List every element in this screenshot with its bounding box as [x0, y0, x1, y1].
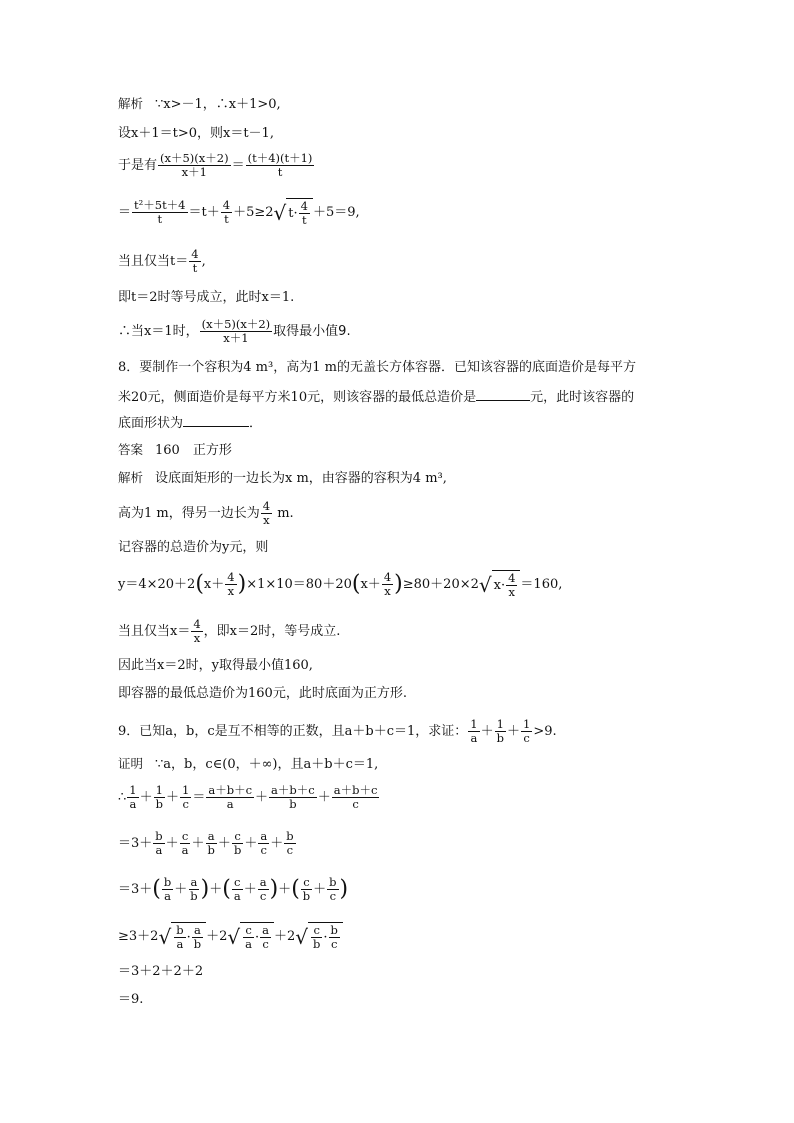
solution7-line2: 设x＋1＝t>0，则x＝t－1,: [118, 126, 274, 141]
answer-value: 160 正方形: [155, 443, 232, 458]
fraction: $\frac{\text{t²＋5t＋4}}{t}$: [134, 198, 186, 226]
problem9-proof-line5: ≥3＋2 √ $\frac{b}{a}$ · $\frac{a}{b}$ ＋2 √ $\frac{c}{a}$ · $\frac{a}{c}$ ＋2 √ $\frac{c}{b}$ · $\frac{b}{c}$: [118, 922, 343, 951]
square-root: √ $\frac{b}{a}$ · $\frac{a}{b}$: [158, 922, 206, 951]
problem9-proof-line1: 证明 ∵a，b，c∈(0，＋∞)，且a＋b＋c＝1,: [118, 756, 379, 772]
problem8-analysis-line1: 解析 设底面矩形的一边长为x m，由容器的容积为4 m³,: [118, 470, 447, 486]
answer-label: 答案: [118, 442, 144, 457]
fraction: $\frac{1}{c}$: [522, 717, 531, 745]
solution7-line1: 解析 ∵x>－1，∴x＋1>0,: [118, 96, 281, 112]
fraction: $\frac{(x+5)(x+2)}{x+1}$: [160, 151, 229, 179]
problem8-analysis-line2: 高为1 m，得另一边长为 $\frac{4}{x}$ m.: [118, 499, 294, 527]
problem9-proof-line3: ＝3＋ $\frac{b}{a}$ ＋ $\frac{c}{a}$ ＋ $\frac{a}{b}$ ＋ $\frac{c}{b}$ ＋ $\frac{a}{c}$ ＋ $\frac{b}{c}$: [118, 829, 294, 857]
problem9-proof-line6: ＝3＋2＋2＋2: [118, 964, 204, 979]
fraction: $\frac{4}{t}$: [222, 198, 231, 226]
fraction: $\frac{1}{b}$: [496, 717, 504, 745]
problem8-analysis-line5: 当且仅当x＝ $\frac{4}{x}$ ，即x＝2时，等号成立.: [118, 617, 341, 645]
problem9-proof-line4: ＝3＋( $\frac{b}{a}$ ＋ $\frac{a}{b}$ )＋( $\frac{c}{a}$ ＋ $\frac{a}{c}$ )＋( $\frac{c}{b}$ ＋ $\frac{b}{c}$ ): [118, 875, 349, 903]
analysis-label: 解析: [118, 470, 144, 485]
fraction: $\frac{4}{x}$: [227, 570, 235, 598]
analysis-label: 解析: [118, 96, 144, 111]
problem8-answer: [118, 440, 232, 461]
solution7-line6: 即t＝2时等号成立，此时x＝1.: [118, 290, 295, 305]
solution7-line3: 于是有 $\frac{(x+5)(x+2)}{x+1}$ ＝ $\frac{(t+4)(t+1)}{t}$: [118, 151, 313, 179]
problem9-proof-line2: ∴ $\frac{1}{a}$ ＋ $\frac{1}{b}$ ＋ $\frac{1}{c}$ ＝ $\frac{a+b+c}{a}$ ＋ $\frac{a+b+c}{b}$ ＋ $\frac{a+b+c}{c}$: [118, 783, 378, 811]
solution7-line5: 当且仅当t＝ $\frac{4}{t}$ ,: [118, 247, 206, 275]
problem9-proof-line7: ＝9.: [118, 992, 144, 1007]
square-root: √ t· $\frac{4}{t}$: [274, 198, 313, 227]
fraction: $\frac{(x+5)(x+2)}{x+1}$: [201, 317, 271, 345]
square-root: √ x· $\frac{4}{x}$: [479, 570, 521, 599]
fraction: $\frac{4}{x}$: [383, 570, 392, 598]
fraction: $\frac{4}{t}$: [191, 247, 199, 275]
fraction: $\frac{(t+4)(t+1)}{t}$: [247, 151, 313, 179]
solution7-line4: ＝ $\frac{\text{t²＋5t＋4}}{t}$ ＝t＋ $\frac{4}{t}$ ＋5≥2 √ t· $\frac{4}{t}$ ＋5＝9,: [118, 198, 360, 227]
problem8-analysis-line7: 即容器的最低总造价为160元，此时底面为正方形.: [118, 686, 407, 701]
square-root: √ $\frac{c}{b}$ · $\frac{b}{c}$: [295, 922, 343, 951]
problem8-analysis-line6: 因此当x＝2时，y取得最小值160,: [118, 658, 313, 673]
problem8-line3: 底面形状为 ．: [118, 412, 262, 434]
fraction: $\frac{4}{x}$: [262, 499, 271, 527]
problem9-statement: 9．已知a，b，c是互不相等的正数，且a＋b＋c＝1，求证： $\frac{1}{a}$ ＋ $\frac{1}{b}$ ＋ $\frac{1}{c}$ >9.: [118, 717, 557, 745]
problem8-line2: 米20元，侧面造价是每平方米10元，则该容器的最低总造价是 元，此时该容器的: [118, 386, 634, 408]
answer-blank: [476, 386, 530, 401]
problem8-analysis-line4: y＝4×20＋2(x＋ $\frac{4}{x}$ )×1×10＝80＋20(x＋ $\frac{4}{x}$ )≥80＋20×2 √ x· $\frac{4}{x}$ ＝160,: [118, 570, 563, 599]
problem8-line1: 8．要制作一个容积为4 m³，高为1 m的无盖长方体容器．已知该容器的底面造价是每平方: [118, 360, 636, 375]
fraction: $\frac{1}{a}$: [470, 717, 478, 745]
solution7-line7: ∴当x＝1时， $\frac{(x+5)(x+2)}{x+1}$ 取得最小值9.: [118, 317, 351, 345]
square-root: √ $\frac{c}{a}$ · $\frac{a}{c}$: [227, 922, 274, 951]
proof-label: 证明: [118, 756, 144, 771]
answer-blank: [183, 412, 249, 427]
problem8-analysis-line3: 记容器的总造价为y元，则: [118, 540, 269, 555]
fraction: $\frac{4}{x}$: [193, 617, 201, 645]
